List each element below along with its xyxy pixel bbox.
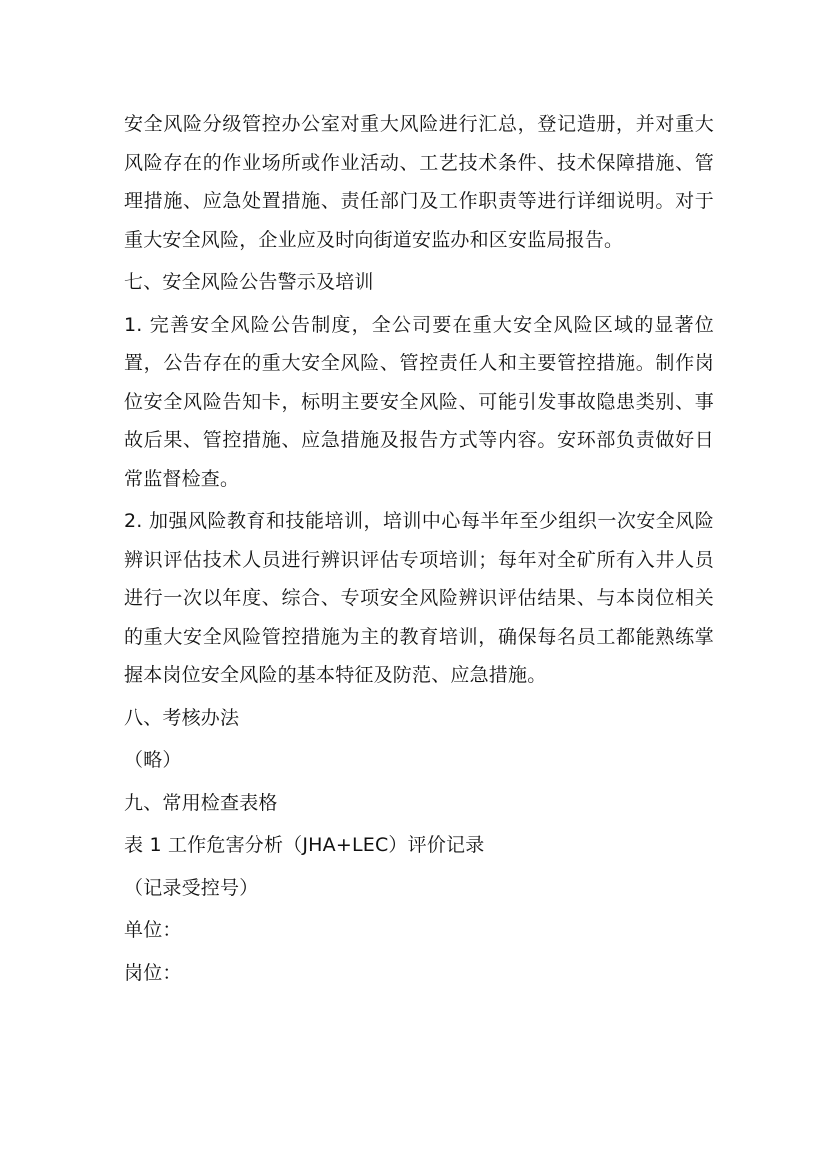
document-body <box>124 105 714 996</box>
section-heading-7: 七、安全风险公告警示及培训 <box>124 271 374 293</box>
section-heading-9: 九、常用检查表格 <box>124 791 278 814</box>
paragraph-major-risk-summary: 安全风险分级管控办公室对重大风险进行汇总，登记造册，并对重大风险存在的作业场所或作业活动、工艺技术条件、技术保障措施、管理措施、应急处置措施、责任部门及工作职责等进行详细说明。对于重大安全风险，企业应及时向街道安监办和区安监局报告。 <box>124 113 714 251</box>
paragraph-risk-notice-system: 1. 完善安全风险公告制度，全公司要在重大安全风险区域的显著位置，公告存在的重大安全风险、管控责任人和主要管控措施。制作岗位安全风险告知卡，标明主要安全风险、可能引发事故隐患类别、事故后果、管控措施、应急措施及报告方式等内容。安环部负责做好日常监督检查。 <box>124 313 714 490</box>
paragraph-risk-training: 2. 加强风险教育和技能培训，培训中心每半年至少组织一次安全风险辨识评估技术人员进行辨识评估专项培训；每年对全矿所有入井人员进行一次以年度、综合、专项安全风险辨识评估结果、与本岗位相关的重大安全风险管控措施为主的教育培训，确保每名员工都能熟练掌握本岗位安全风险的基本特征及防范、应急措施。 <box>124 510 714 686</box>
omitted-note: （略） <box>124 749 182 771</box>
record-control-number: （记录受控号） <box>124 876 259 899</box>
section-heading-8: 八、考核办法 <box>124 706 240 729</box>
table-caption: 表 1 工作危害分析（JHA+LEC）评价记录 <box>124 834 485 856</box>
unit-field-label: 单位： <box>124 919 182 941</box>
position-field-label: 岗位： <box>124 961 182 984</box>
